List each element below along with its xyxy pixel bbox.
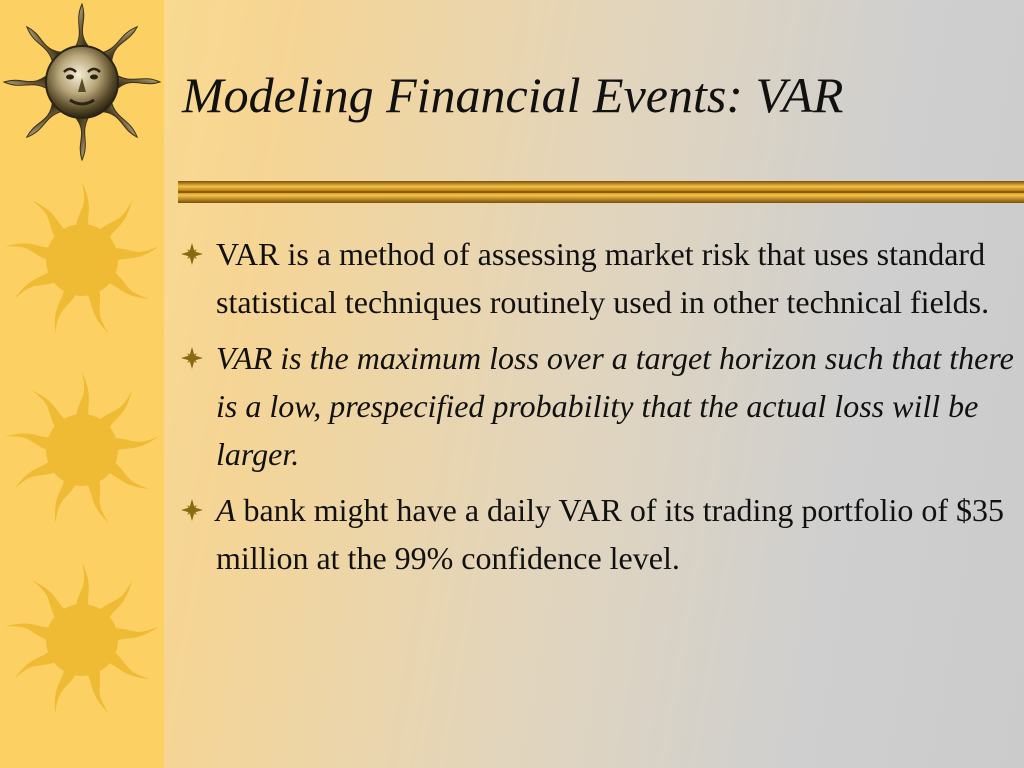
- bullet-lead-word: A: [216, 492, 236, 528]
- bullet-text: VAR is the maximum loss over a target horizon such that there is a low, prespecified probability that the actual loss will be larger.: [216, 340, 1014, 472]
- sun-face-icon: [2, 2, 162, 164]
- bullet-item: [178, 334, 1016, 478]
- star-bullet-icon: [180, 346, 204, 370]
- sun-decoration-icon: [2, 370, 162, 530]
- decorative-side-strip: [0, 0, 164, 768]
- bullet-text: VAR is a method of assessing market risk that uses standard statistical techniques routinely used in other technical fields.: [216, 236, 990, 320]
- bullet-item: [178, 230, 1016, 326]
- sun-decoration-icon: [2, 560, 162, 720]
- star-bullet-icon: [180, 498, 204, 522]
- bullet-text: bank might have a daily VAR of its trading portfolio of $35 million at the 99% confidence level.: [216, 492, 1005, 576]
- bullet-item: [178, 486, 1016, 582]
- bullet-list: [178, 230, 1016, 590]
- sun-decoration-icon: [2, 180, 162, 340]
- star-bullet-icon: [180, 242, 204, 266]
- title-divider-rule: [178, 181, 1024, 203]
- slide-title: Modeling Financial Events: VAR: [182, 67, 844, 123]
